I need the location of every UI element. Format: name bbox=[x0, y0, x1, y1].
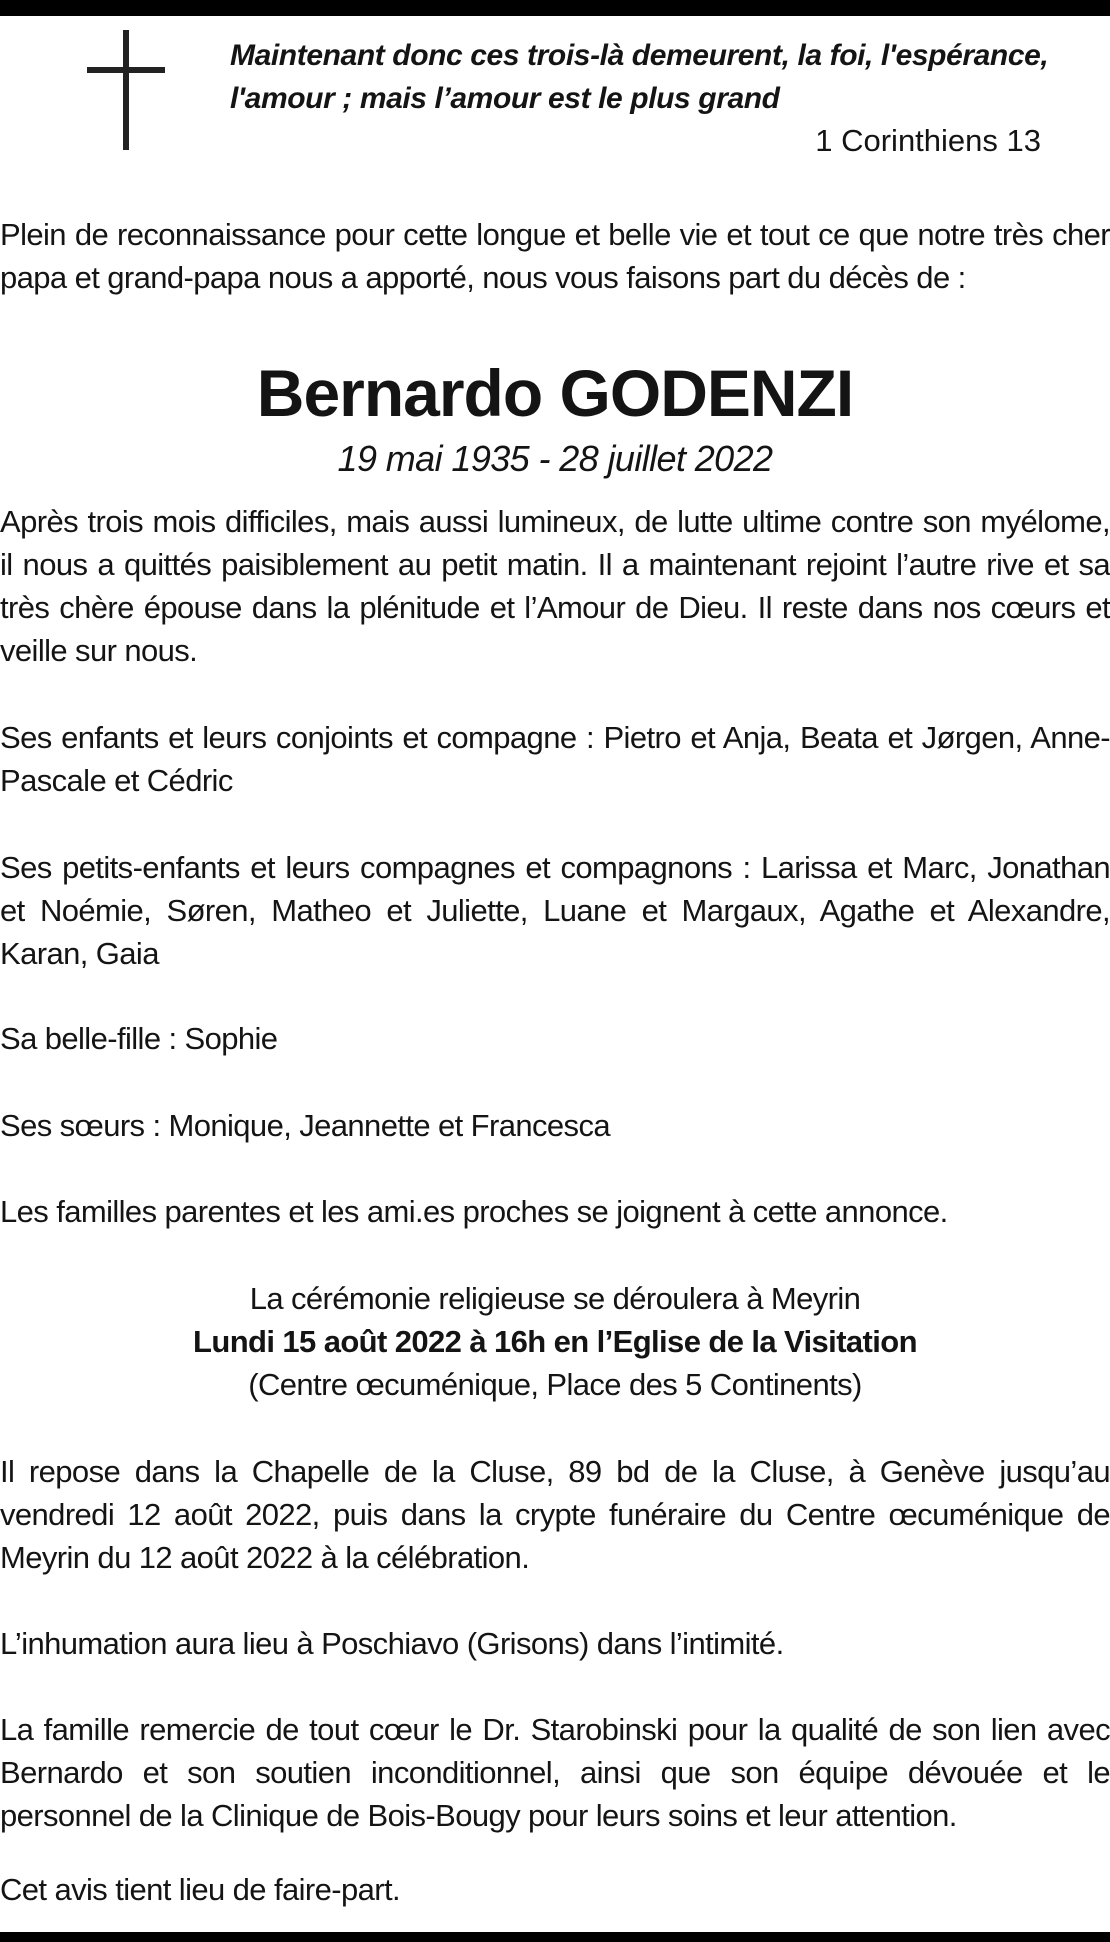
daughter-in-law-line: Sa belle-fille : Sophie bbox=[0, 1021, 278, 1056]
grandchildren-paragraph: Ses petits-enfants et leurs compagnes et compagnons : Larissa et Marc, Jonathan et Noémie, Søren, Matheo et Juliette, Luane et Margaux, Agathe et Alexandre, Karan, Gaia bbox=[0, 850, 1110, 971]
intro-paragraph: Plein de reconnaissance pour cette longue et belle vie et tout ce que notre très cher papa et grand-papa nous a apporté, nous vous faisons part du décès de : bbox=[0, 217, 1110, 295]
ceremony-line-1: La cérémonie religieuse se déroulera à Meyrin bbox=[249, 1281, 861, 1316]
cross-icon bbox=[87, 30, 165, 150]
verse-line-1: Maintenant donc ces trois-là demeurent, la foi, l'espérance, bbox=[230, 39, 1049, 72]
sisters-line: Ses sœurs : Monique, Jeannette et Francesca bbox=[0, 1108, 611, 1143]
ceremony-date-place: Lundi 15 août 2022 à 16h en l’Eglise de la Visitation bbox=[193, 1324, 917, 1359]
bible-verse bbox=[230, 34, 1080, 120]
top-border bbox=[0, 0, 1110, 16]
verse-reference: 1 Corinthiens 13 bbox=[815, 123, 1041, 158]
burial-line: L’inhumation aura lieu à Poschiavo (Grisons) dans l’intimité. bbox=[0, 1626, 784, 1661]
bottom-border bbox=[0, 1932, 1110, 1942]
notice-line: Cet avis tient lieu de faire-part. bbox=[0, 1872, 401, 1907]
story-paragraph: Après trois mois difficiles, mais aussi lumineux, de lutte ultime contre son myélome, il nous a quittés paisiblement au petit matin. Il a maintenant rejoint l’autre rive et sa très chère épouse dans la plénitude et l’Amour de Dieu. Il reste dans nos cœurs et veille sur nous. bbox=[0, 504, 1110, 668]
ceremony-announcement bbox=[0, 1277, 1110, 1406]
rest-paragraph: Il repose dans la Chapelle de la Cluse, 89 bd de la Cluse, à Genève jusqu’au vendredi 12 août 2022, puis dans la crypte funéraire du Centre œcuménique de Meyrin du 12 août 2022 à la célébration. bbox=[0, 1454, 1110, 1575]
thanks-paragraph: La famille remercie de tout cœur le Dr. Starobinski pour la qualité de son lien avec Bernardo et son soutien inconditionnel, ainsi que son équipe dévouée et le personnel de la Clinique de Bois-Bougy pour leurs soins et leur attention. bbox=[0, 1712, 1110, 1833]
children-paragraph: Ses enfants et leurs conjoints et compagne : Pietro et Anja, Beata et Jørgen, Anne-Pascale et Cédric bbox=[0, 720, 1110, 798]
verse-line-2: l'amour ; mais l’amour est le plus grand bbox=[230, 82, 780, 115]
ceremony-line-3: (Centre œcuménique, Place des 5 Continents) bbox=[248, 1367, 862, 1402]
deceased-name: Bernardo GODENZI bbox=[256, 356, 854, 430]
life-dates: 19 mai 1935 - 28 juillet 2022 bbox=[337, 438, 773, 479]
families-line: Les familles parentes et les ami.es proches se joignent à cette annonce. bbox=[0, 1194, 948, 1229]
